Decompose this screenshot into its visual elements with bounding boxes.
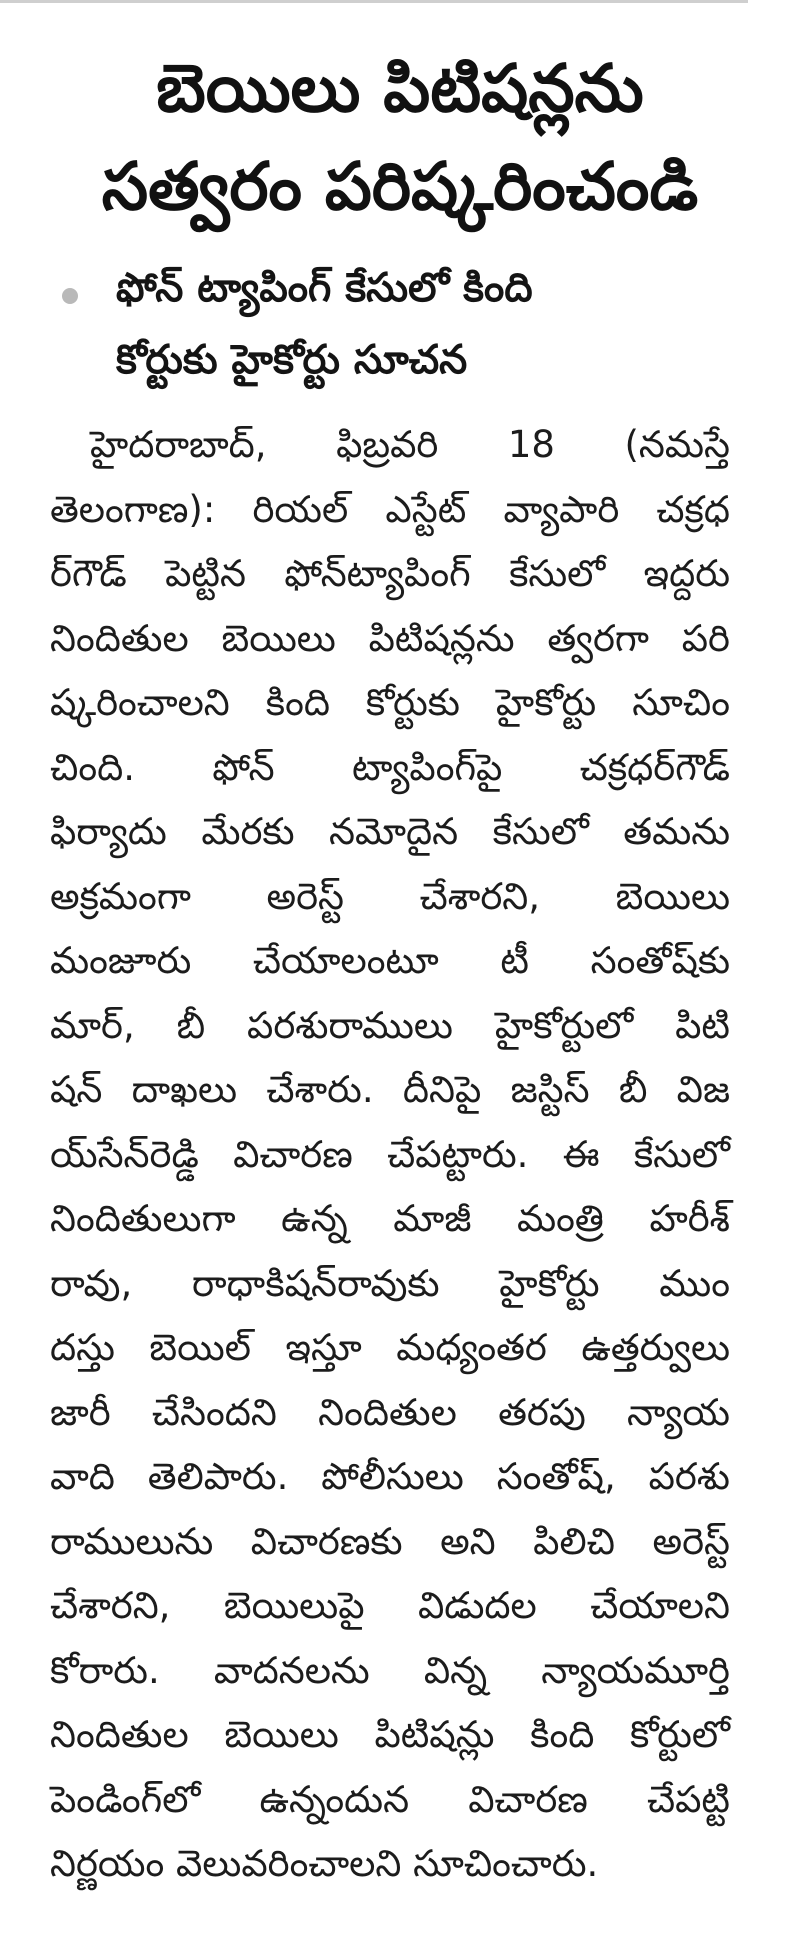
headline-line-2: సత్వరం పరిష్కరించండి bbox=[101, 148, 699, 225]
body-line: వాది తెలిపారు. పోలీసులు సంతోష్, పరశు bbox=[50, 1455, 730, 1498]
body-line: పెండింగ్‌లో ఉన్నందున విచారణ చేపట్టి bbox=[50, 1777, 730, 1821]
body-line: అక్రమంగా అరెస్ట్ చేశారని, బెయిలు bbox=[50, 874, 730, 918]
body-line: కోరారు. వాదనలను విన్న న్యాయమూర్తి bbox=[50, 1648, 730, 1692]
body-line: నిర్ణయం వెలువరించాలని సూచించారు. bbox=[50, 1842, 599, 1885]
body-line: చింది. ఫోన్ ట్యాపింగ్‌పై చక్రధర్‌గౌడ్ bbox=[50, 745, 730, 789]
subheadline-text bbox=[116, 252, 758, 396]
subheadline-line-2: కోర్టుకు హైకోర్టు సూచన bbox=[116, 337, 468, 383]
body-line: ఫిర్యాదు మేరకు నమోదైన కేసులో తమను bbox=[50, 810, 730, 853]
body-line: తెలంగాణ): రియల్ ఎస్టేట్ వ్యాపారి చక్రధ bbox=[50, 487, 730, 531]
body-line: నిందితుల బెయిలు పిటిషన్లు కింది కోర్టులో bbox=[50, 1713, 730, 1756]
top-divider bbox=[0, 0, 748, 3]
body-line: ష్కరించాలని కింది కోర్టుకు హైకోర్టు సూచిం bbox=[50, 681, 730, 724]
subheadline-line-1: ఫోన్ ట్యాపింగ్ కేసులో కింది bbox=[116, 265, 533, 311]
body-line: నిందితులుగా ఉన్న మాజీ మంత్రి హరీశ్ bbox=[50, 1197, 730, 1240]
body-line: మార్, బీ పరశురాములు హైకోర్టులో పిటి bbox=[50, 1003, 730, 1047]
body-line: ర్‌గౌడ్ పెట్టిన ఫోన్‌ట్యాపింగ్ కేసులో ఇద్దరు bbox=[50, 552, 730, 595]
article-body bbox=[50, 413, 730, 1897]
subheadline bbox=[58, 252, 758, 396]
headline bbox=[0, 40, 800, 236]
body-line: చేశారని, బెయిలుపై విడుదల చేయాలని bbox=[50, 1584, 730, 1627]
headline-line-1: బెయిలు పిటిషన్లను bbox=[156, 50, 644, 127]
body-line: య్‌సేన్‌రెడ్డి విచారణ చేపట్టారు. ఈ కేసులో bbox=[50, 1132, 730, 1176]
body-line: జారీ చేసిందని నిందితుల తరపు న్యాయ bbox=[50, 1390, 730, 1434]
body-line: రావు, రాధాకిషన్‌రావుకు హైకోర్టు ముం bbox=[50, 1261, 730, 1305]
body-line: షన్ దాఖలు చేశారు. దీనిపై జస్టిస్ బీ విజ bbox=[50, 1068, 730, 1111]
body-line: రాములును విచారణకు అని పిలిచి అరెస్ట్ bbox=[50, 1519, 730, 1563]
body-line: దస్తు బెయిల్ ఇస్తూ మధ్యంతర ఉత్తర్వులు bbox=[50, 1326, 730, 1369]
body-line: మంజూరు చేయాలంటూ టీ సంతోష్‌కు bbox=[50, 939, 730, 982]
body-line: హైదరాబాద్, ఫిబ్రవరి 18 (నమస్తే bbox=[90, 423, 730, 466]
bullet-icon bbox=[62, 288, 78, 304]
body-line: నిందితుల బెయిలు పిటిషన్లను త్వరగా పరి bbox=[50, 616, 730, 660]
